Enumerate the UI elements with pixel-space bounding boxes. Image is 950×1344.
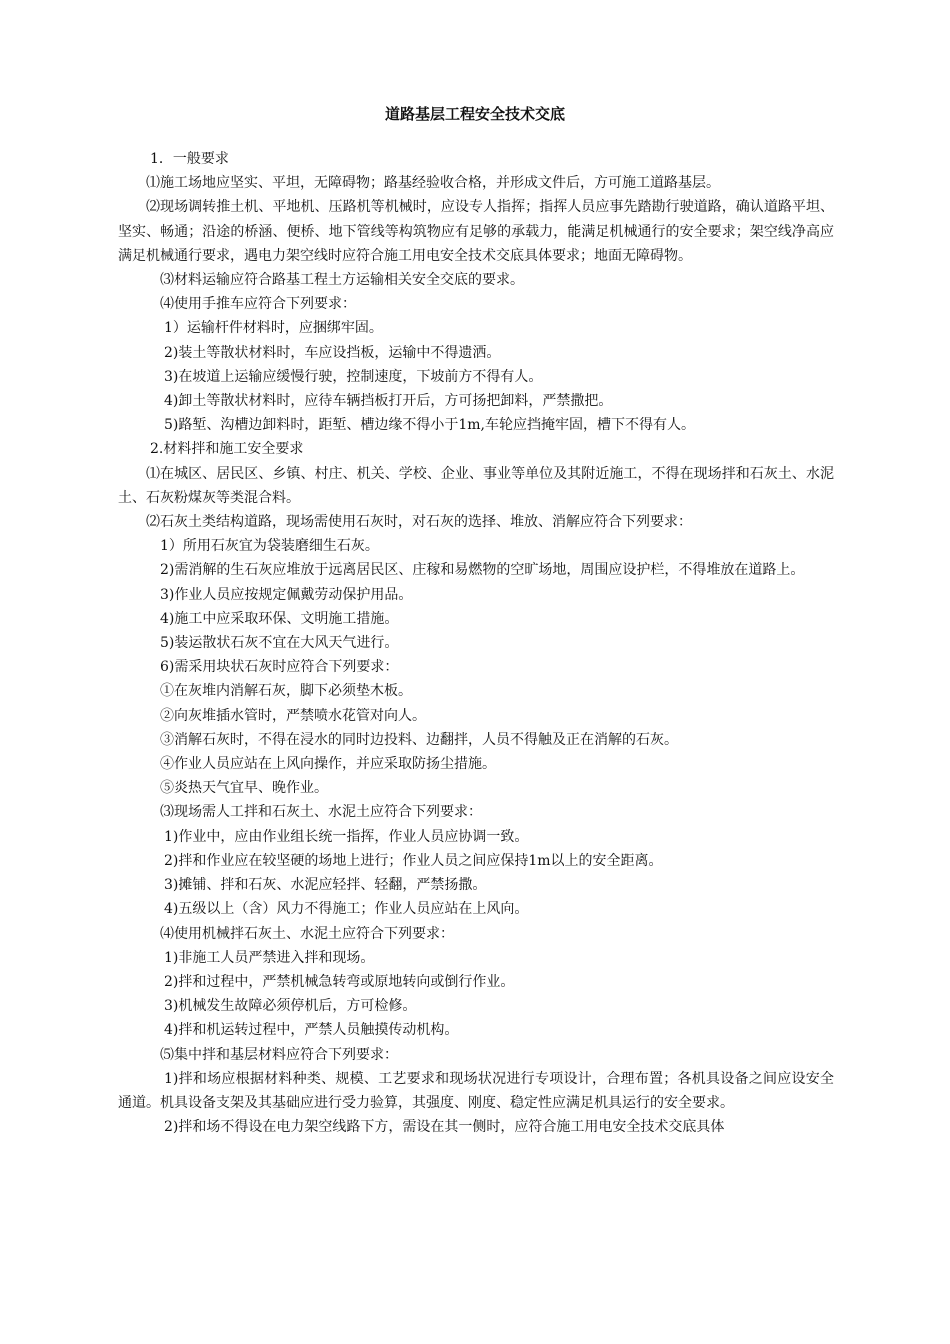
list-item: 6)需采用块状石灰时应符合下列要求： [160, 659, 399, 676]
list-item: 1）所用石灰宜为袋装磨细生石灰。 [160, 538, 379, 555]
list-item: 1)拌和场应根据材料种类、规模、工艺要求和现场状况进行专项设计，合理布置；各机具设备之间应设安全通道。机具设备支架及其基础应进行受力验算，其强度、刚度、稳定性应满足机具运行的安全要求。 [118, 1070, 834, 1111]
list-item: 4)五级以上（含）风力不得施工；作业人员应站在上风向。 [164, 901, 529, 918]
section-heading: 2.材料拌和施工安全要求 [150, 441, 304, 458]
paragraph: ⑴在城区、居民区、乡镇、村庄、机关、学校、企业、事业等单位及其附近施工，不得在现场拌和石灰土、水泥土、石灰粉煤灰等类混合料。 [118, 465, 834, 506]
list-item: 1）运输杆件材料时，应捆绑牢固。 [164, 320, 383, 337]
list-item: 2)装土等散状材料时，车应设挡板，运输中不得遗洒。 [164, 344, 501, 361]
sub-list-item: ④作业人员应站在上风向操作，并应采取防扬尘措施。 [160, 756, 496, 773]
sub-list-item: ⑤炎热天气宜早、晚作业。 [160, 780, 328, 797]
sub-list-item: ②向灰堆插水管时，严禁喷水花管对向人。 [160, 707, 426, 724]
list-item: 2)拌和过程中，严禁机械急转弯或原地转向或倒行作业。 [164, 973, 515, 990]
paragraph: ⑶现场需人工拌和石灰土、水泥土应符合下列要求： [160, 804, 482, 821]
paragraph: ⑷使用手推车应符合下列要求： [160, 296, 356, 313]
paragraph: ⑸集中拌和基层材料应符合下列要求： [160, 1046, 398, 1063]
paragraph: ⑷使用机械拌石灰土、水泥土应符合下列要求： [160, 925, 454, 942]
sub-list-item: ③消解石灰时，不得在浸水的同时边投料、边翻拌，人员不得触及正在消解的石灰。 [160, 731, 678, 748]
sub-list-item: ①在灰堆内消解石灰，脚下必须垫木板。 [160, 683, 412, 700]
list-item: 5)装运散状石灰不宜在大风天气进行。 [160, 635, 399, 652]
list-item: 3)作业人员应按规定佩戴劳动保护用品。 [160, 586, 413, 603]
list-item: 4)拌和机运转过程中，严禁人员触摸传动机构。 [164, 1022, 459, 1039]
list-item: 3)摊铺、拌和石灰、水泥应轻拌、轻翻，严禁扬撒。 [164, 877, 487, 894]
paragraph: ⑴施工场地应坚实、平坦，无障碍物；路基经验收合格，并形成文件后，方可施工道路基层。 [146, 175, 720, 192]
list-item: 4)施工中应采取环保、文明施工措施。 [160, 610, 399, 627]
list-item: 5)路堑、沟槽边卸料时，距堑、槽边缘不得小于1m,车轮应挡掩牢固，槽下不得有人。 [164, 417, 695, 434]
list-item: 2)拌和场不得设在电力架空线路下方，需设在其一侧时，应符合施工用电安全技术交底具体 [164, 1119, 725, 1136]
list-item: 4)卸土等散状材料时，应待车辆挡板打开后，方可扬把卸料，严禁撒把。 [164, 393, 613, 410]
paragraph: ⑵现场调转推土机、平地机、压路机等机械时，应设专人指挥；指挥人员应事先踏勘行驶道路，确认道路平坦、坚实、畅通；沿途的桥涵、便桥、地下管线等构筑物应有足够的承载力，能满足机械通行的安全要求；架空线净高应满足机械通行要求，遇电力架空线时应符合施工用电安全技术交底具体要求；地面无障碍物。 [118, 199, 834, 264]
list-item: 2)需消解的生石灰应堆放于远离居民区、庄稼和易燃物的空旷场地，周围应设护栏，不得堆放在道路上。 [160, 562, 805, 579]
paragraph: ⑵石灰土类结构道路，现场需使用石灰时，对石灰的选择、堆放、消解应符合下列要求： [146, 514, 692, 531]
document-body [118, 147, 834, 1139]
document-title: 道路基层工程安全技术交底 [384, 105, 565, 123]
list-item: 2)拌和作业应在较坚硬的场地上进行；作业人员之间应保持1m以上的安全距离。 [164, 852, 663, 869]
list-item: 1)非施工人员严禁进入拌和现场。 [164, 949, 375, 966]
section-heading: 1．一般要求 [150, 151, 229, 167]
list-item: 3)在坡道上运输应缓慢行驶，控制速度，下坡前方不得有人。 [164, 368, 543, 385]
list-item: 1)作业中，应由作业组长统一指挥，作业人员应协调一致。 [164, 828, 529, 845]
paragraph: ⑶材料运输应符合路基工程土方运输相关安全交底的要求。 [160, 272, 524, 289]
list-item: 3)机械发生故障必须停机后，方可检修。 [164, 998, 417, 1015]
